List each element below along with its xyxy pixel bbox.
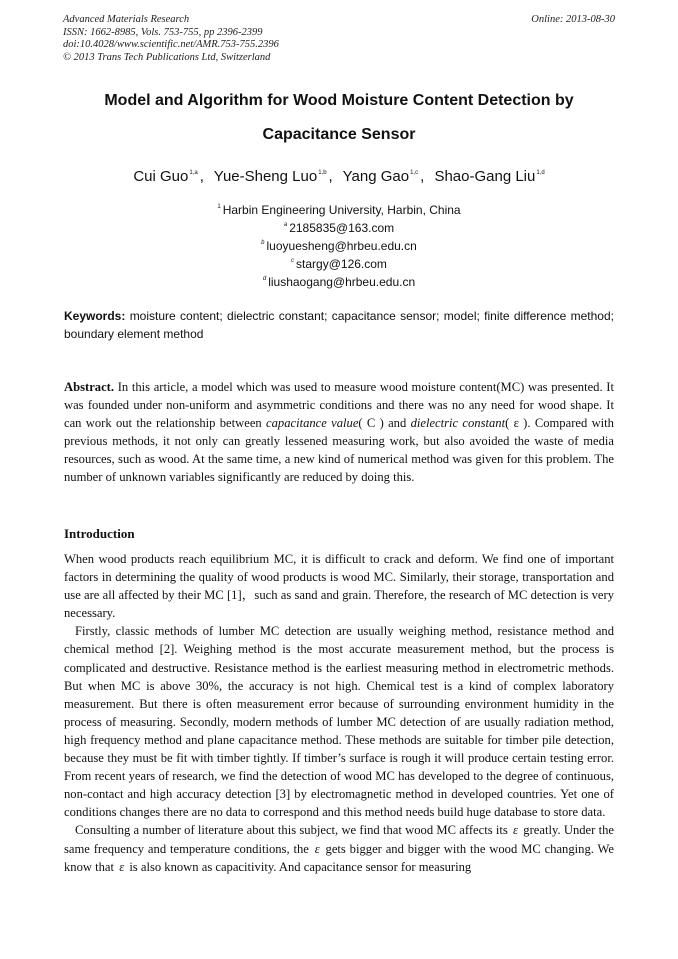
issn-line: ISSN: 1662-8985, Vols. 753-755, pp 2396-2399 <box>63 26 263 38</box>
author-sup: 1,a <box>189 170 198 176</box>
author-sup: 1,d <box>536 170 545 176</box>
email-address: 2185835@163.com <box>289 221 395 235</box>
paper-title-line-2: Capacitance Sensor <box>262 126 416 143</box>
author <box>343 168 431 185</box>
section-heading: Introduction <box>64 526 135 541</box>
copyright-line: © 2013 Trans Tech Publications Ltd, Switzerland <box>63 51 271 63</box>
paragraph-text: gets bigger and bigger with the wood MC changing. We know that <box>64 841 614 874</box>
keywords <box>64 307 614 343</box>
journal-name: Advanced Materials Research <box>63 14 190 25</box>
author <box>434 168 544 185</box>
email-address: luoyuesheng@hrbeu.edu.cn <box>266 239 417 253</box>
author-separator: , <box>199 168 204 185</box>
doi-line: doi:10.4028/www.scientific.net/AMR.753-755.2396 <box>63 39 279 50</box>
author-name: Yang Gao <box>342 168 410 185</box>
abstract-term: capacitance value <box>266 416 359 431</box>
keywords-text: moisture content; dielectric constant; capacitance sensor; model; finite difference method; boundary element method <box>64 309 614 341</box>
paragraph: Firstly, classic methods of lumber MC detection are usually weighing method, resistance method and chemical method [2]. Weighing method is the most accurate measurement method, but the process is complicated and destructive. Resistance method is the earliest measuring method in electrometric methods. But when MC is above 30%, the accuracy is not high. Chemical test is a kind of complex laboratory measurement. But there is often measurement error because of surrounding environment humidity in the process of measuring. Secondly, modern methods of lumber MC detection of are usually radiation method, high frequency method and plane capacitance method. These methods are suitable for timber pile detection, because they must be fit with timber tightly. If timber’s surface is rough it will produce certain testing error. From recent years of research, we find the detection of wood MC has developed to the degree of continuous, non-contact and high accuracy detection [3] by electromagnetic method in developed countries. Yet one of conditions changes there are no data to correspond and this method needs build huge database to store data. <box>64 624 614 820</box>
abstract-text: In this article, a model which was used to measure wood moisture content(MC) was presented. It was founded under non-uniform and asymmetric conditions and there was no any need for wood shape. It can work out the relationship between <box>64 380 614 431</box>
author-separator: , <box>420 168 425 185</box>
abstract-term: dielectric constant <box>410 416 506 431</box>
email-sup: a <box>283 222 288 228</box>
email-address: liushaogang@hrbeu.edu.cn <box>268 275 416 289</box>
paragraph <box>64 821 614 875</box>
author-sup: 1,c <box>410 170 419 176</box>
introduction-body <box>64 550 614 876</box>
affiliation-sup: 1 <box>217 204 221 210</box>
email-sup: d <box>262 276 267 282</box>
epsilon-symbol: ε <box>314 841 320 856</box>
author-list <box>60 168 618 185</box>
abstract <box>64 378 614 487</box>
paragraph-text: is also known as capacitivity. And capacitance sensor for measuring <box>129 859 472 874</box>
paragraph: When wood products reach equilibrium MC, it is difficult to crack and deform. We find one of important factors in determining the quality of wood products is wood MC. Similarly, their storage, transportation and use are all affected by their MC [1]，such as sand and grain. Therefore, the research of MC detection is very necessary. <box>64 552 614 621</box>
abstract-symbol: ( C ) <box>358 416 384 431</box>
email-line <box>60 270 618 291</box>
online-date: Online: 2013-08-30 <box>531 14 615 25</box>
paper-title-line-1: Model and Algorithm for Wood Moisture Content Detection by <box>104 92 574 109</box>
author <box>214 168 339 185</box>
abstract-text: . Compared with previous methods, it not only can greatly lessened measuring work, but also avoided the waste of media resources, such as wood. At the same time, a new kind of numerical method was given for this problem. The number of unknown variables significantly are reduced by doing this. <box>64 416 614 485</box>
email-sup: b <box>261 240 265 246</box>
email-address: stargy@126.com <box>296 257 387 271</box>
author-name: Cui Guo <box>133 168 189 185</box>
author <box>133 168 210 185</box>
email-sup: c <box>291 258 295 264</box>
epsilon-symbol: ε <box>119 859 125 874</box>
paragraph-text: greatly. Under the same frequency and temperature conditions, the <box>64 823 614 856</box>
affiliation-institution: Harbin Engineering University, Harbin, China <box>222 203 461 217</box>
author-name: Yue-Sheng Luo <box>213 168 318 185</box>
journal-header <box>63 14 279 64</box>
paragraph-text: Consulting a number of literature about this subject, we find that wood MC affects its <box>75 823 508 838</box>
abstract-symbol: ( ε ) <box>505 416 528 431</box>
keywords-label: Keywords: <box>64 309 126 323</box>
author-name: Shao-Gang Liu <box>434 168 536 185</box>
abstract-text: and <box>388 416 407 431</box>
abstract-label: Abstract. <box>64 380 115 394</box>
author-sup: 1,b <box>318 170 327 176</box>
author-separator: , <box>328 168 333 185</box>
epsilon-symbol: ε <box>513 823 519 838</box>
